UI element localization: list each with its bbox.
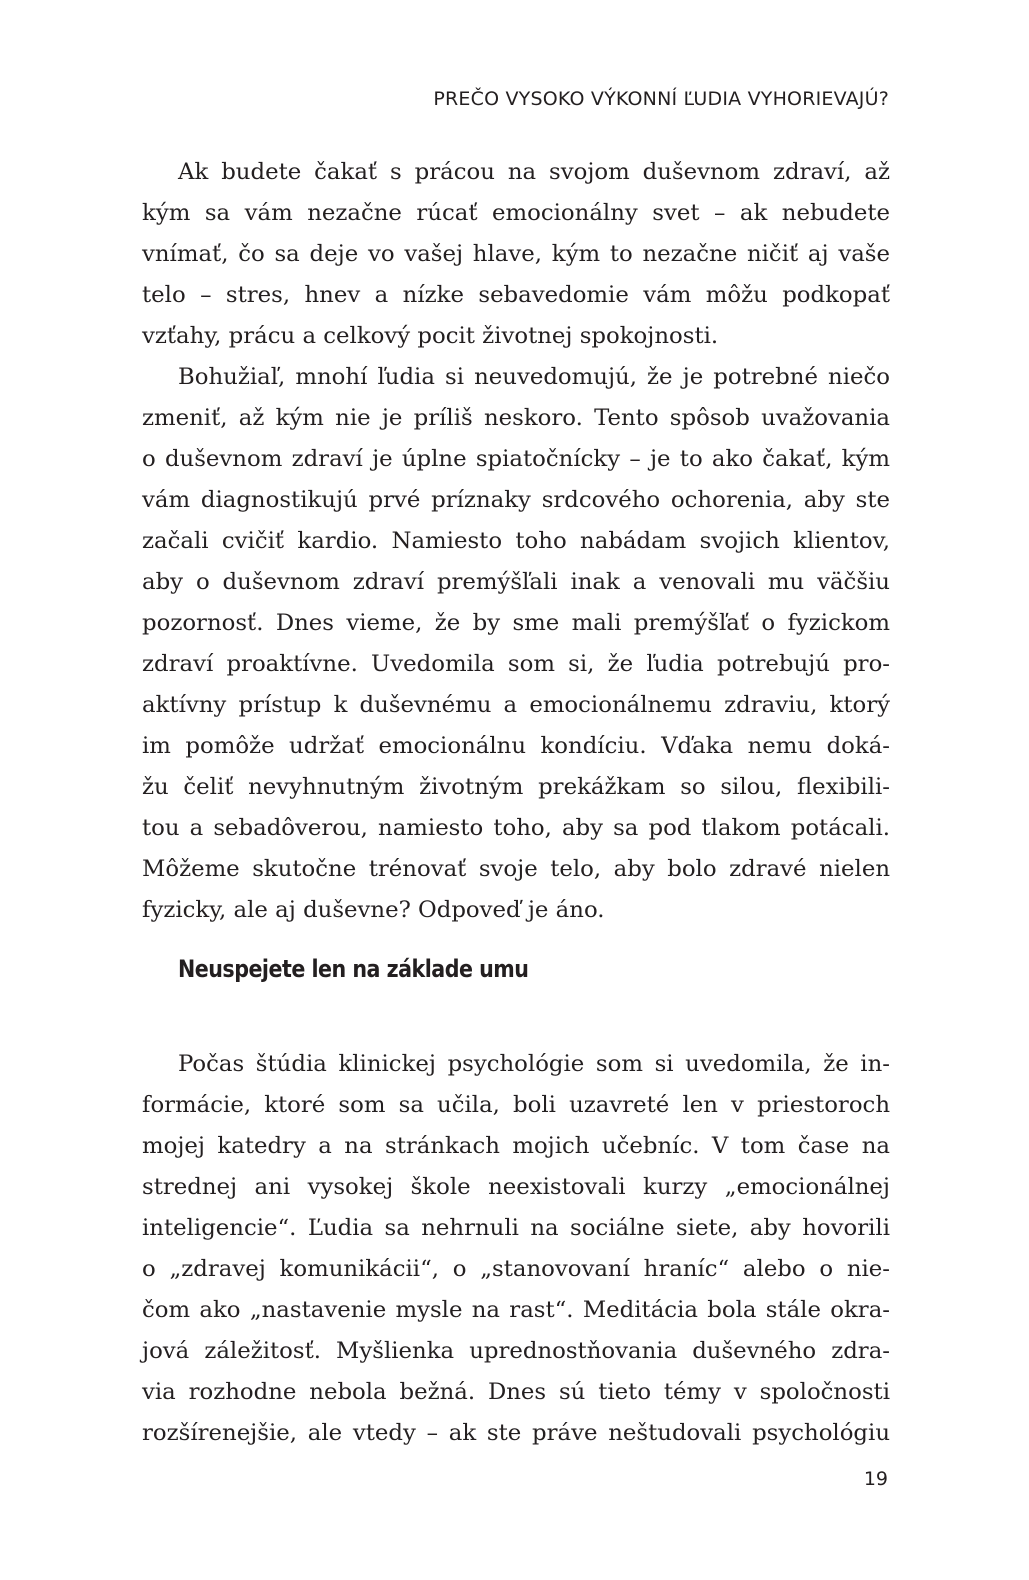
paragraph [142, 1044, 890, 1454]
text-line: via rozhodne nebola bežná. Dnes sú tieto témy v spoločnosti [142, 1379, 890, 1405]
text-line: zdraví proaktívne. Uvedomila som si, že ľudia potrebujú pro- [142, 651, 890, 677]
text-line: začali cvičiť kardio. Namiesto toho nabádam svojich klientov, [142, 528, 890, 554]
text-line: mojej katedry a na stránkach mojich učebníc. V tom čase na [142, 1133, 890, 1159]
text-line: pozornosť. Dnes vieme, že by sme mali premýšľať o fyzickom [142, 610, 890, 636]
text-line: zmeniť, až kým nie je príliš neskoro. Tento spôsob uvažovania [142, 405, 890, 431]
body-text-after-heading [142, 1044, 890, 1454]
text-line: vám diagnostikujú prvé príznaky srdcového ochorenia, aby ste [142, 487, 890, 513]
text-line: im pomôže udržať emocionálnu kondíciu. Vďaka nemu doká- [142, 733, 890, 759]
page-number: 19 [863, 1468, 888, 1490]
text-line: strednej ani vysokej škole neexistovali kurzy „emocionálnej [142, 1174, 890, 1200]
text-line: rozšírenejšie, ale vtedy – ak ste práve neštudovali psychológiu [142, 1420, 890, 1446]
text-line: o „zdravej komunikácii“, o „stanovovaní hraníc“ alebo o nie- [142, 1256, 890, 1282]
body-text-before-heading [142, 152, 890, 931]
text-line: Bohužiaľ, mnohí ľudia si neuvedomujú, že je potrebné niečo [178, 364, 890, 390]
running-head: PREČO VYSOKO VÝKONNÍ ĽUDIA VYHORIEVAJÚ? [433, 88, 889, 110]
text-line: jová záležitosť. Myšlienka uprednostňovania duševného zdra- [142, 1338, 890, 1364]
text-line: Ak budete čakať s prácou na svojom duševnom zdraví, až [178, 159, 890, 185]
text-line: formácie, ktoré som sa učila, boli uzavreté len v priestoroch [142, 1092, 890, 1118]
section-heading: Neuspejete len na základe umu [178, 955, 529, 983]
text-line: žu čeliť nevyhnutným životným prekážkam so silou, flexibili- [142, 774, 890, 800]
text-line: Môžeme skutočne trénovať svoje telo, aby bolo zdravé nielen [142, 856, 890, 882]
text-line: fyzicky, ale aj duševne? Odpoveď je áno. [142, 897, 605, 923]
text-line: aby o duševnom zdraví premýšľali inak a venovali mu väčšiu [142, 569, 890, 595]
text-line: tou a sebadôverou, namiesto toho, aby sa pod tlakom potácali. [142, 815, 890, 841]
text-line: aktívny prístup k duševnému a emocionálnemu zdraviu, ktorý [142, 692, 890, 718]
text-line: telo – stres, hnev a nízke sebavedomie vám môžu podkopať [142, 282, 890, 308]
text-line: čom ako „nastavenie mysle na rast“. Meditácia bola stále okra- [142, 1297, 890, 1323]
text-line: kým sa vám nezačne rúcať emocionálny svet – ak nebudete [142, 200, 890, 226]
text-line: vnímať, čo sa deje vo vašej hlave, kým to nezačne ničiť aj vaše [142, 241, 890, 267]
text-line: vzťahy, prácu a celkový pocit životnej spokojnosti. [142, 323, 719, 349]
paragraph [142, 357, 890, 931]
text-line: o duševnom zdraví je úplne spiatočnícky – je to ako čakať, kým [142, 446, 890, 472]
text-line: Počas štúdia klinickej psychológie som si uvedomila, že in- [178, 1051, 890, 1077]
paragraph [142, 152, 890, 357]
text-line: inteligencie“. Ľudia sa nehrnuli na sociálne siete, aby hovorili [142, 1215, 890, 1241]
